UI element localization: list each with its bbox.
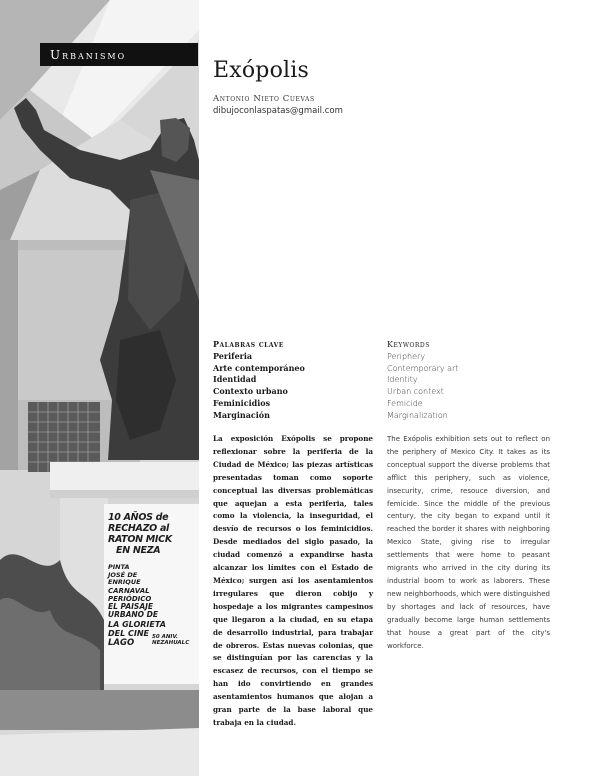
abstract-es: La exposición Exópolis se propone reflexionar sobre la periferia de la Ciudad de México; las piezas artísticas presentadas toman como soporte conceptual las diversas problemáticas que aquejan a esta periferia, tales como la violencia, la inseguridad, el desvío de recursos o los feminicidios. Desde mediados del siglo pasado, la ciudad comenzó a expandirse hasta alcanzar los límites con el Estado de México; surgen así los asentamientos irregulares que dieron cobijo y hospedaje a los migrantes campesinos que llegaron a la ciudad, en su etapa de desarrollo industrial, para trabajar de obreros. Estas nuevas colonias, que se distinguían por las carencias y la escasez de recursos, con el tiempo se han ido convirtiendo en grandes asentamientos humanos que alojan a gran parte de la base laboral que trabaja en la ciudad. [213, 434, 373, 727]
sign-line: RECHAZO al [108, 523, 170, 534]
keywords-es-heading: Palabras clave [213, 339, 284, 349]
keyword-item: Feminicidios [213, 397, 271, 408]
sign-line: 50 ANIV. [152, 633, 178, 640]
keyword-item: Identity [387, 375, 418, 385]
sign-line: DEL CINE [108, 628, 149, 638]
keyword-item: Marginalization [387, 410, 448, 420]
sign-line: NEZAHUALC [152, 640, 190, 646]
article-title: Exópolis [213, 58, 310, 83]
keyword-item: Femicide [387, 398, 423, 408]
sign-line: LAGO [108, 637, 135, 648]
sign-line: ENRIQUE [108, 578, 141, 586]
keyword-item: Urban context [387, 387, 444, 397]
section-label: Urbanismo [50, 47, 127, 62]
keywords-en-heading: Keywords [387, 340, 430, 349]
sign-line: JOSÉ DE [108, 570, 138, 579]
sign-line: EL PAISAJE [108, 601, 154, 611]
statue-photo-illustration [0, 0, 199, 776]
sign-line: PERIÓDICO [108, 594, 152, 603]
keywords-es [213, 339, 373, 422]
sign-line: LA GLORIETA [108, 619, 166, 629]
keyword-item: Periferia [213, 350, 253, 361]
keyword-item: Contexto urbano [213, 386, 288, 397]
keyword-item: Identidad [213, 374, 257, 385]
sign-line: EN NEZA [116, 545, 161, 556]
sign-line: CARNAVAL [108, 586, 150, 595]
sign-line: URBANO DE [108, 610, 158, 619]
sign-line: RATON MICK [108, 534, 172, 545]
pedestal-sign [108, 512, 198, 647]
section-tag [40, 43, 198, 66]
keyword-item: Arte contemporáneo [213, 362, 305, 373]
author-email[interactable]: dibujoconlaspatas@gmail.com [213, 106, 343, 116]
author-name: Antonio Nieto Cuevas [213, 94, 315, 104]
sign-line: 10 AÑOS de [108, 512, 169, 523]
keyword-item: Contemporary art [387, 363, 459, 373]
keyword-item: Periphery [387, 351, 426, 361]
keywords-en [387, 339, 557, 422]
sign-line: PINTA [108, 563, 130, 571]
cover-photo [0, 0, 199, 776]
keyword-item: Marginación [213, 409, 270, 420]
abstract-en: The Exópolis exhibition sets out to reflect on the periphery of Mexico City. It takes as its conceptual support the diverse problems that afflict this periphery, such as violence, insecurity, crime, resouce diversion, and femicide. Since the middle of the previous century, the city began to expand until it reached the border it shares with neighboring Mexico State, giving rise to irregular settlements that were home to peasant migrants who arrived in the city during its industrial boom to work as laborers. These new neighborhoods, which were distinguished by shortages and lack of resources, have gradually become large human settlements that house a great part of the city's workforce. [387, 435, 550, 650]
